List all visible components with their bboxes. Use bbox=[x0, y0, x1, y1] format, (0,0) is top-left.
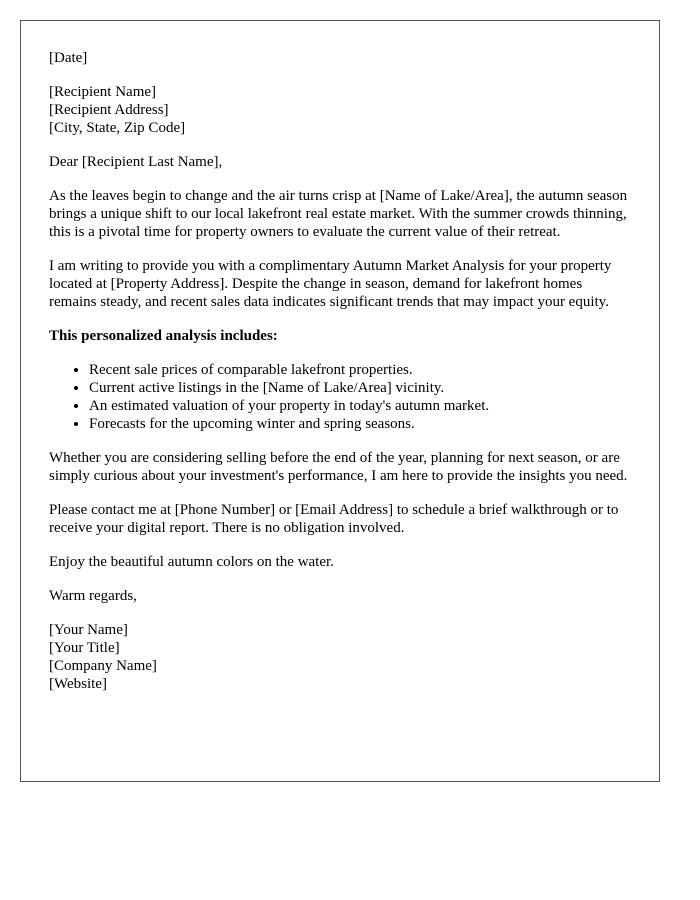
list-item: • Current active listings in the [Name of Lake/Area] vicinity. bbox=[89, 379, 631, 397]
recipient-address: [Recipient Address] bbox=[49, 102, 169, 118]
offer-paragraph: I am writing to provide you with a complimentary Autumn Market Analysis for your property located at [Property Address]. Despite the change in season, demand for lakefront homes remains steady, and recent sales data indicates significant trends that may impact your equity. bbox=[49, 258, 612, 310]
recipient-block bbox=[49, 83, 631, 137]
letter-date bbox=[49, 49, 631, 67]
list-item: • An estimated valuation of your property in today's autumn market. bbox=[89, 397, 631, 415]
recipient-name: [Recipient Name] bbox=[49, 84, 157, 100]
list-item: • Recent sale prices of comparable lakefront properties. bbox=[89, 361, 631, 379]
signature-name: [Your Name] bbox=[49, 622, 128, 638]
analysis-list bbox=[49, 361, 631, 433]
letter-page bbox=[20, 20, 660, 782]
list-item: • Forecasts for the upcoming winter and spring seasons. bbox=[89, 415, 631, 433]
recipient-city-state-zip: [City, State, Zip Code] bbox=[49, 120, 186, 136]
signature-website: [Website] bbox=[49, 676, 107, 692]
considering-paragraph: Whether you are considering selling before the end of the year, planning for next season, or are simply curious about your investment's performance, I am here to provide the insights you need. bbox=[49, 450, 628, 484]
intro-paragraph: As the leaves begin to change and the air turns crisp at [Name of Lake/Area], the autumn season brings a unique shift to our local lakefront real estate market. With the summer crowds thinning, this is a pivotal time for property owners to evaluate the current value of their retreat. bbox=[49, 188, 628, 240]
contact-paragraph: Please contact me at [Phone Number] or [Email Address] to schedule a brief walkthrough or to receive your digital report. There is no obligation involved. bbox=[49, 502, 619, 536]
salutation: Dear [Recipient Last Name], bbox=[49, 154, 223, 170]
analysis-heading: This personalized analysis includes: bbox=[49, 328, 278, 344]
date-text: [Date] bbox=[49, 50, 88, 66]
signature-block bbox=[49, 621, 631, 693]
enjoy-paragraph: Enjoy the beautiful autumn colors on the water. bbox=[49, 554, 334, 570]
signature-title: [Your Title] bbox=[49, 640, 120, 656]
sign-off: Warm regards, bbox=[49, 588, 137, 604]
signature-company: [Company Name] bbox=[49, 658, 157, 674]
